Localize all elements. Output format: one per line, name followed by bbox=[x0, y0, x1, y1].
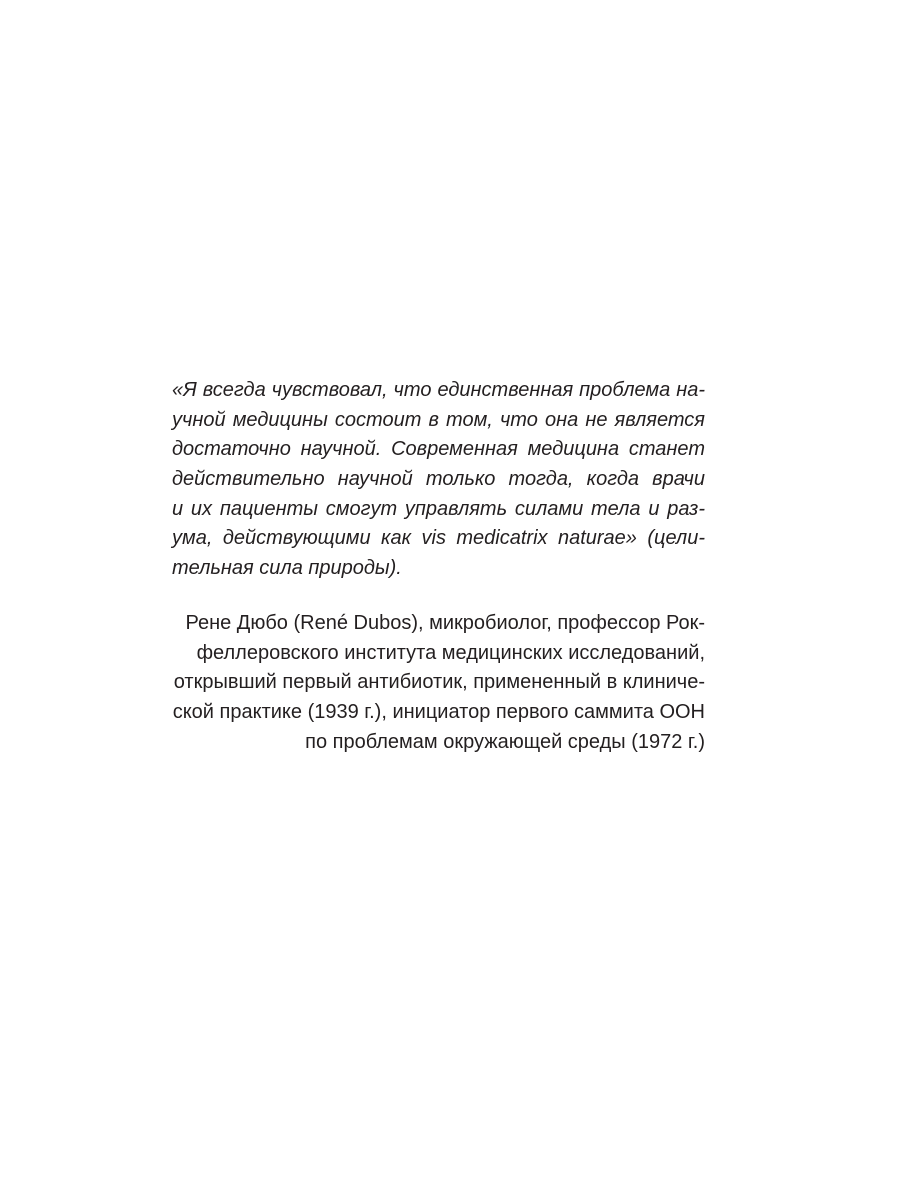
epigraph-quote bbox=[172, 376, 705, 584]
epigraph-attribution bbox=[172, 609, 705, 757]
attribution-line: Рене Дюбо (René Dubos), микробиолог, профессор Рок- bbox=[185, 612, 705, 634]
attribution-line: по проблемам окружающей среды (1972 г.) bbox=[305, 730, 705, 753]
quote-line: и их пациенты смогут управлять силами тела и раз- bbox=[172, 497, 705, 520]
attribution-line: ской практике (1939 г.), инициатор первого саммита ООН bbox=[172, 701, 705, 724]
quote-line: «Я всегда чувствовал, что единственная проблема на- bbox=[172, 379, 705, 401]
quote-line: достаточно научной. Современная медицина станет bbox=[172, 438, 705, 461]
quote-line: тельная сила природы). bbox=[172, 557, 402, 580]
attribution-line: феллеровского института медицинских исследований, bbox=[196, 641, 705, 664]
attribution-line: открывший первый антибиотик, примененный в клиниче- bbox=[173, 671, 705, 694]
quote-line: действительно научной только тогда, когда врачи bbox=[172, 468, 705, 491]
quote-line: учной медицины состоит в том, что она не является bbox=[172, 408, 705, 431]
quote-line: ума, действующими как vis medicatrix naturae» (цели- bbox=[172, 527, 705, 550]
